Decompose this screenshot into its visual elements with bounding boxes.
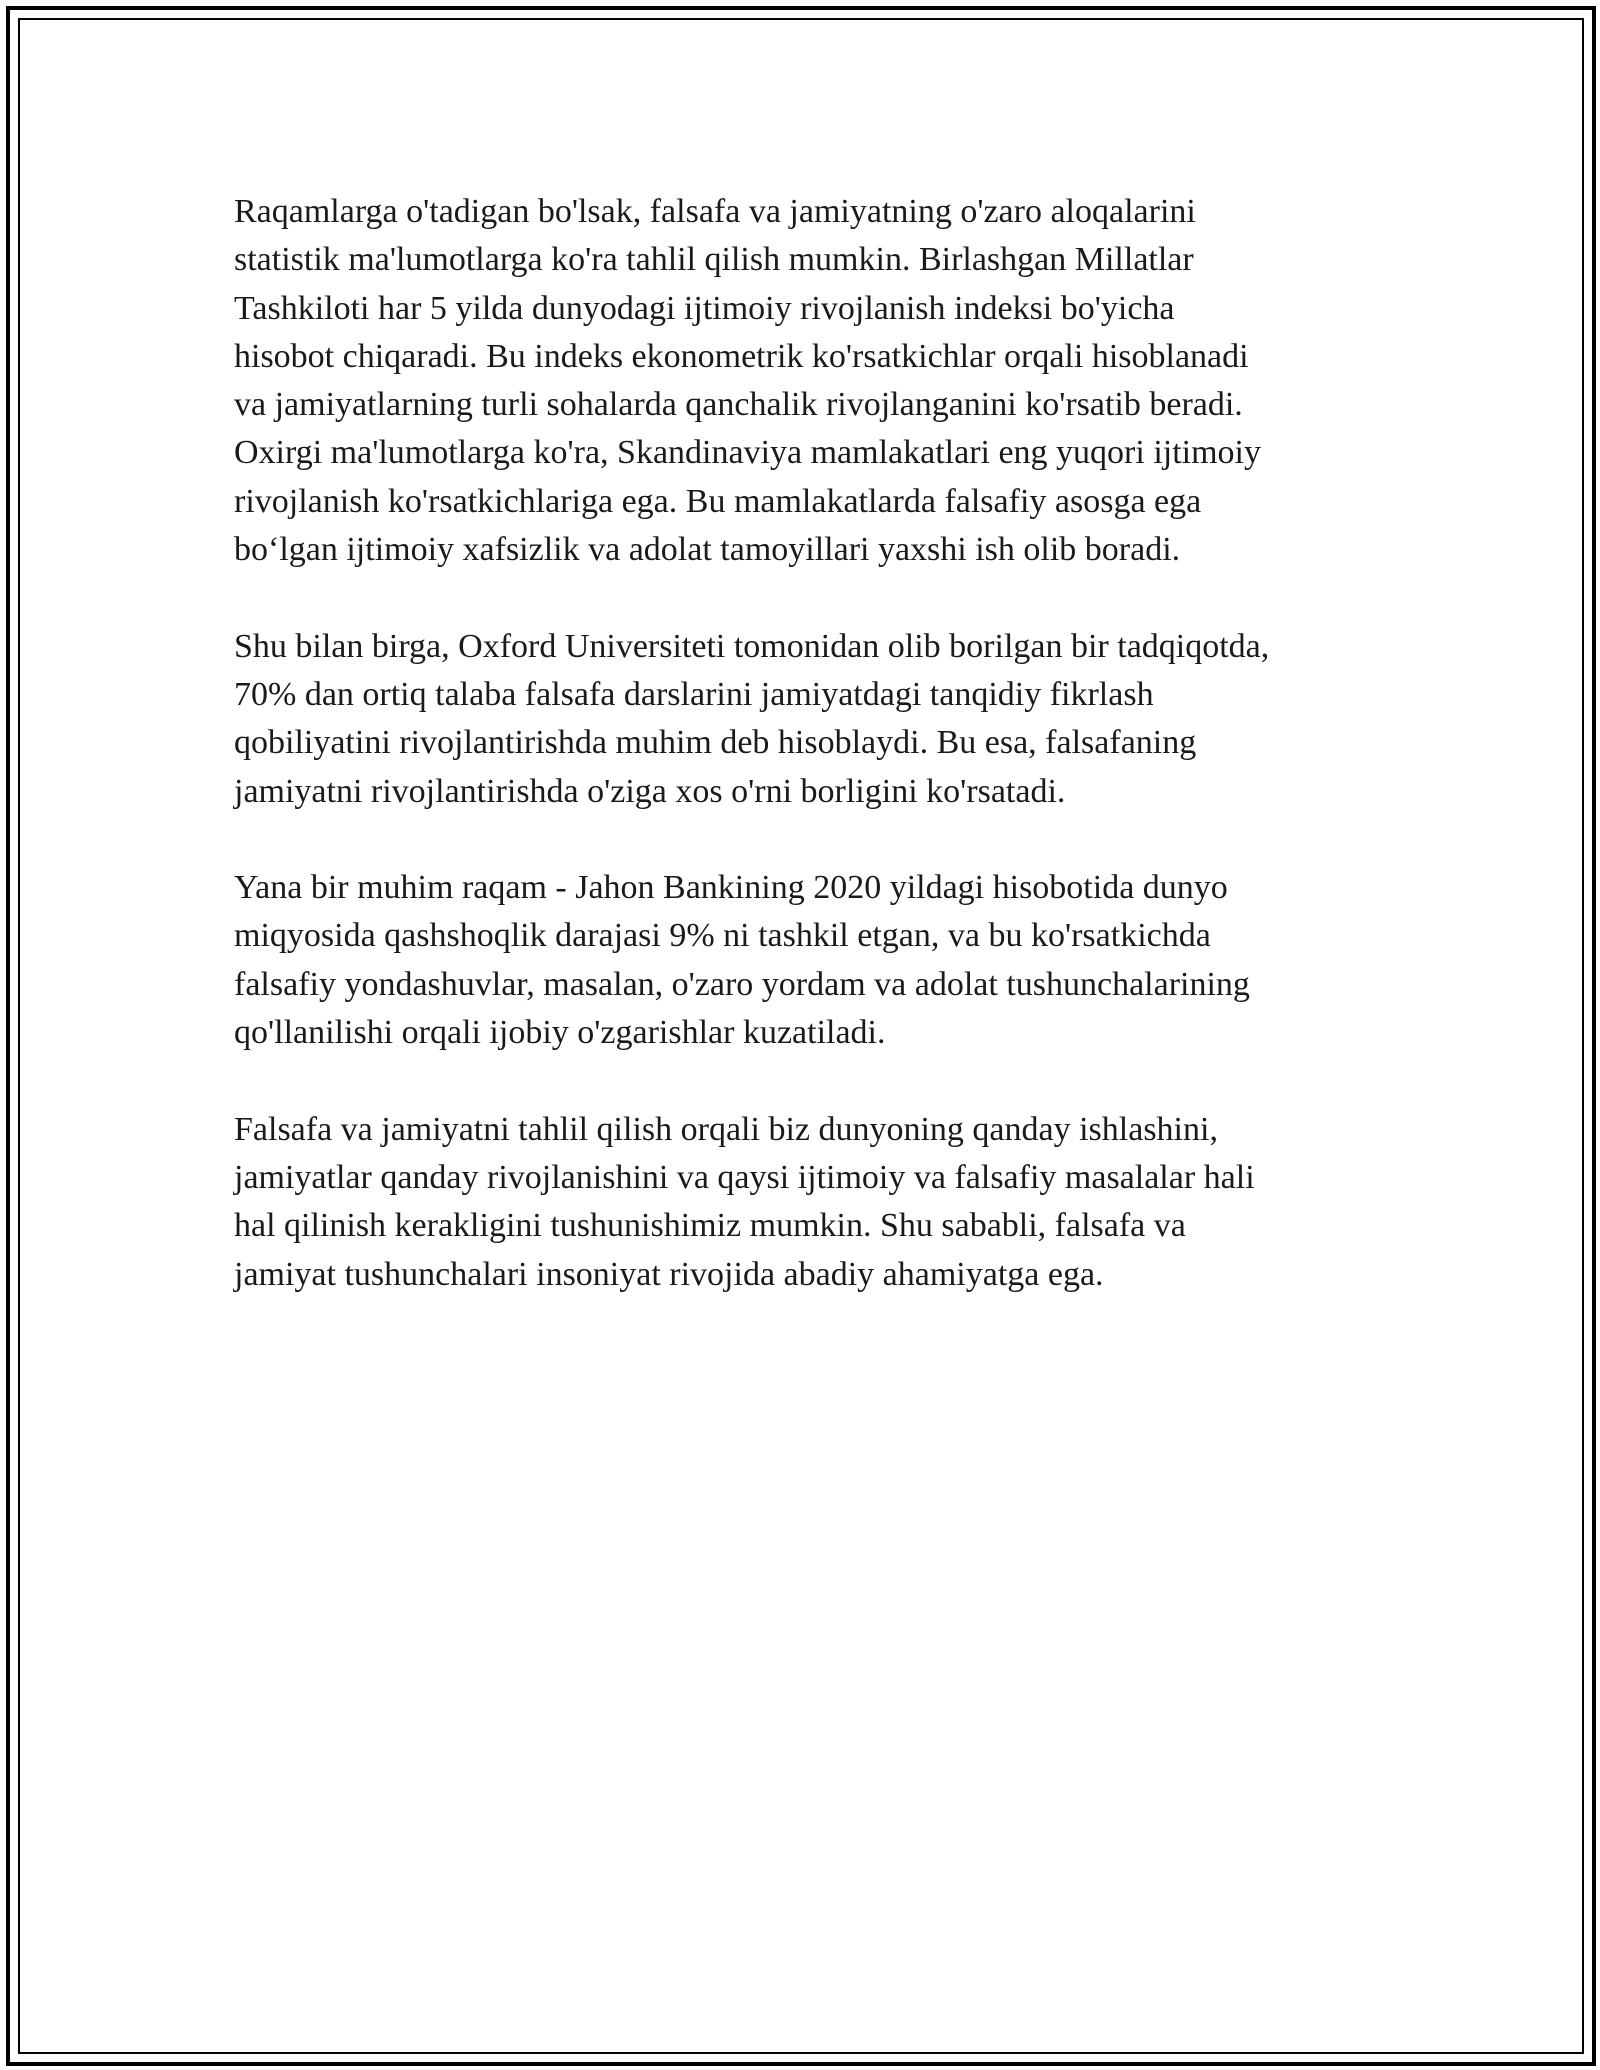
paragraph-world-bank: Yana bir muhim raqam - Jahon Bankining 2020 yildagi hisobotida dunyo miqyosida qashshoqlik darajasi 9% ni tashkil etgan, va bu ko'rsatkichda falsafiy yondashuvlar, masalan, o'zaro yordam va adolat tushunchalarining qo'llanilishi orqali ijobiy o'zgarishlar kuzatiladi.	[234, 869, 1250, 1052]
document-body	[234, 188, 1384, 1347]
paragraph-conclusion: Falsafa va jamiyatni tahlil qilish orqali biz dunyoning qanday ishlashini, jamiyatlar qanday rivojlanishini va qaysi ijtimoiy va falsafiy masalalar hali hal qilinish kerakligini tushunishimiz mumkin. Shu sababli, falsafa va jamiyat tushunchalari insoniyat rivojida abadiy ahamiyatga ega.	[234, 1110, 1255, 1293]
paragraph-statistics: Raqamlarga o'tadigan bo'lsak, falsafa va jamiyatning o'zaro aloqalarini statistik ma'lumotlarga ko'ra tahlil qilish mumkin. Birlashgan Millatlar Tashkiloti har 5 yilda dunyodagi ijtimoiy rivojlanish indeksi bo'yicha hisobot chiqaradi. Bu indeks ekonometrik ko'rsatkichlar orqali hisoblanadi va jamiyatlarning turli sohalarda qanchalik rivojlanganini ko'rsatib beradi. Oxirgi ma'lumotlarga ko'ra, Skandinaviya mamlakatlari eng yuqori ijtimoiy rivojlanish ko'rsatkichlariga ega. Bu mamlakatlarda falsafiy asosga ega bo‘lgan ijtimoiy xafsizlik va adolat tamoyillari yaxshi ish olib boradi.	[234, 193, 1262, 569]
paragraph-oxford-study: Shu bilan birga, Oxford Universiteti tomonidan olib borilgan bir tadqiqotda, 70% dan ortiq talaba falsafa darslarini jamiyatdagi tanqidiy fikrlash qobiliyatini rivojlantirishda muhim deb hisoblaydi. Bu esa, falsafaning jamiyatni rivojlantirishda o'ziga xos o'rni borligini ko'rsatadi.	[234, 627, 1270, 810]
